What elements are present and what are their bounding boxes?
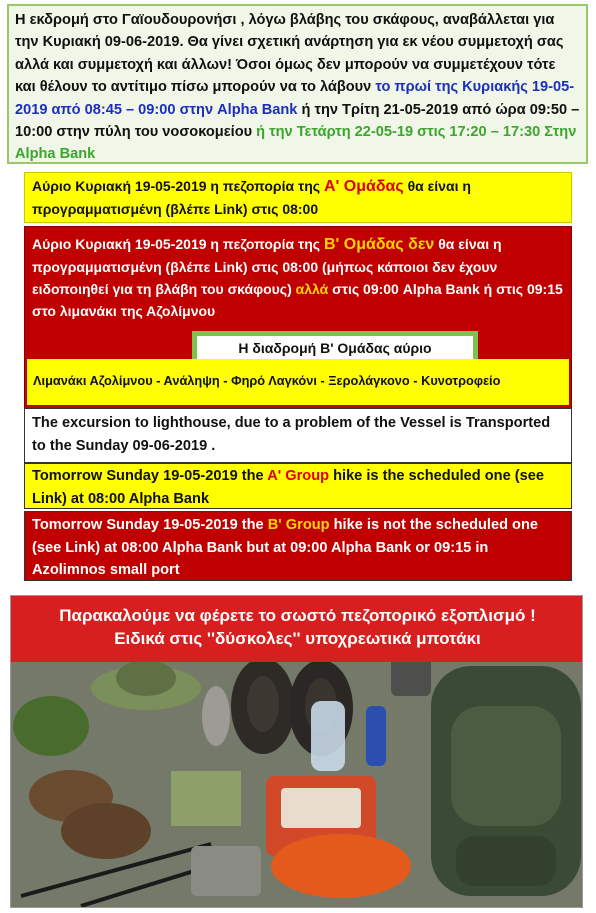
group-b-text-start: Αύριο Κυριακή 19-05-2019 η πεζοπορία της bbox=[32, 236, 324, 252]
route-description: Λιμανάκι Αζολίμνου - Ανάληψη - Φηρό Λαγκόνι - Ξερολάγκονο - Κυνοτροφείο bbox=[27, 359, 569, 405]
equipment-line-2: Ειδικά στις ''δύσκολες'' υποχρεωτικά μποτάκι bbox=[114, 629, 481, 648]
english-group-b-notice bbox=[24, 511, 572, 581]
equipment-reminder-banner bbox=[11, 596, 583, 662]
group-b-but: αλλά bbox=[295, 281, 329, 297]
en-group-a-text-end: hike is the scheduled one (see Link) at 08:00 Alpha Bank bbox=[32, 468, 544, 507]
equipment-line-1: Παρακαλούμε να φέρετε το σωστό πεζοπορικό εξοπλισμό ! bbox=[59, 606, 536, 625]
greek-group-b-notice bbox=[24, 226, 572, 414]
english-postponement-notice: The excursion to lighthouse, due to a problem of the Vessel is Transported to the Sunday 09-06-2019 . bbox=[24, 408, 572, 463]
refund-option-sunday: το πρωί της Κυριακής 19-05-2019 από 08:45 – 09:00 στην Alpha Bank bbox=[15, 79, 575, 118]
en-group-a-text-start: Tomorrow Sunday 19-05-2019 the bbox=[32, 468, 268, 484]
en-group-a-label: A' Group bbox=[267, 468, 330, 484]
group-b-text-middle: θα είναι η προγραμματισμένη (βλέπε Link) στις 08:00 (μήπως κάποιοι δεν έχουν ειδοποιηθεί για τη βλάβη του σκάφους) bbox=[32, 236, 502, 297]
en-group-b-text-end: hike is not the scheduled one (see Link) at 08:00 Alpha Bank but at 09:00 Alpha Bank or 09:15 in Azolimnos small port bbox=[32, 517, 538, 578]
en-group-b-label: B' Group bbox=[267, 517, 330, 533]
greek-group-a-notice bbox=[24, 172, 572, 223]
english-group-a-notice bbox=[24, 463, 572, 509]
refund-option-wednesday: ή την Τετάρτη 22-05-19 στις 17:20 – 17:30 Στην Alpha Bank bbox=[15, 124, 577, 163]
group-a-label: Α' Ομάδας bbox=[323, 178, 404, 195]
notice-main-text: Η εκδρομή στο Γαϊουδουρονήσι , λόγω βλάβης του σκάφους, αναβάλλεται για την Κυριακή 09-06-2019. Θα γίνει σχετική ανάρτηση για εκ νέου συμμετοχή σας αλλά και συμμετοχή και άλλων! Όσοι όμως δεν μπορούν να συμμετέχουν τότε και θέλουν το αντίτιμο πίσω μπορούν να το λάβουν bbox=[15, 12, 564, 96]
route-link-button[interactable]: Η διαδρομή Β' Ομάδας αύριο bbox=[192, 331, 478, 365]
refund-option-tuesday: ή την Τρίτη 21-05-2019 από ώρα 09:50 – 10:00 στην πύλη του νοσοκομείου bbox=[15, 101, 580, 141]
group-b-text-end: στις 09:00 Alpha Bank ή στις 09:15 στο λιμανάκι της Αζολίμνου bbox=[32, 281, 563, 319]
en-group-b-text-start: Tomorrow Sunday 19-05-2019 the bbox=[32, 517, 268, 533]
group-a-text-end: θα είναι η προγραμματισμένη (βλέπε Link) στις 08:00 bbox=[32, 178, 471, 217]
group-a-text-start: Αύριο Κυριακή 19-05-2019 η πεζοπορία της bbox=[32, 178, 324, 194]
hiking-equipment-image bbox=[10, 595, 583, 908]
greek-postponement-notice bbox=[7, 4, 588, 164]
group-b-label: Β' Ομάδας δεν bbox=[323, 236, 435, 253]
group-b-paragraph bbox=[32, 233, 564, 321]
